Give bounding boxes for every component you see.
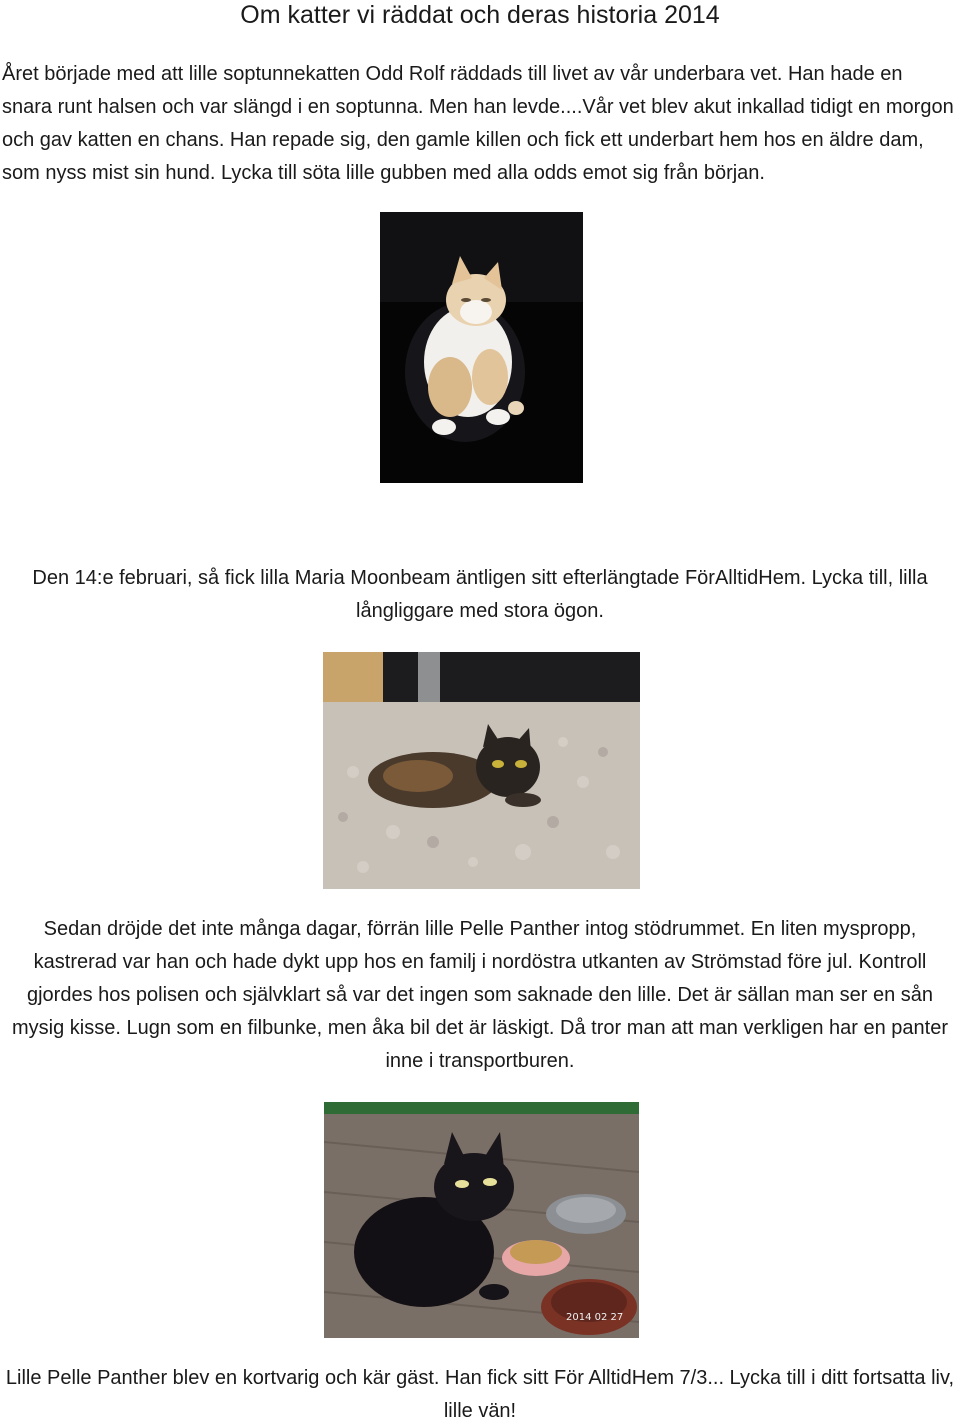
page-title: Om katter vi räddat och deras historia 2014 (240, 1, 720, 29)
paragraph-maria-moonbeam: Den 14:e februari, så fick lilla Maria Moonbeam äntligen sitt efterlängtade FörAlltidHem. Lycka till, lilla långliggare med stora ögon. (32, 567, 928, 622)
photo-date-stamp: 2014 02 27 (566, 1312, 624, 1323)
paragraph-pelle-panther-intro: Sedan dröjde det inte många dagar, förrän lille Pelle Panther intog stödrummet. En liten myspropp, kastrerad var han och hade dykt upp hos en familj i nordöstra utkanten av Strömstad före jul. Kontroll gjordes hos polisen och självklart så var det ingen som saknade den lille. Det är sällan man ser en sån mysig kisse. Lugn som en filbunke, men åka bil det är läskigt. Då tror man att man verkligen har en panter inne i transportburen. (11, 918, 948, 1072)
photo-pelle-panther (324, 1102, 639, 1338)
paragraph-pelle-panther-home: Lille Pelle Panther blev en kortvarig och kär gäst. Han fick sitt För AlltidHem 7/3... Lycka till i ditt fortsatta liv, lille vän! (5, 1367, 955, 1422)
paragraph-odd-rolf: Året började med att lille soptunnekatten Odd Rolf räddads till livet av vår underbara vet. Han hade en snara runt halsen och var slängd i en soptunna. Men han levde....Vår vet blev akut inkallad tidigt en morgon och gav katten en chans. Han repade sig, den gamle killen och fick ett underbart hem hos en äldre dam, som nyss mist sin hund. Lycka till söta lille gubben med alla odds emot sig från början. (2, 63, 954, 184)
photo-odd-rolf (380, 212, 583, 483)
photo-maria-moonbeam (323, 652, 640, 889)
